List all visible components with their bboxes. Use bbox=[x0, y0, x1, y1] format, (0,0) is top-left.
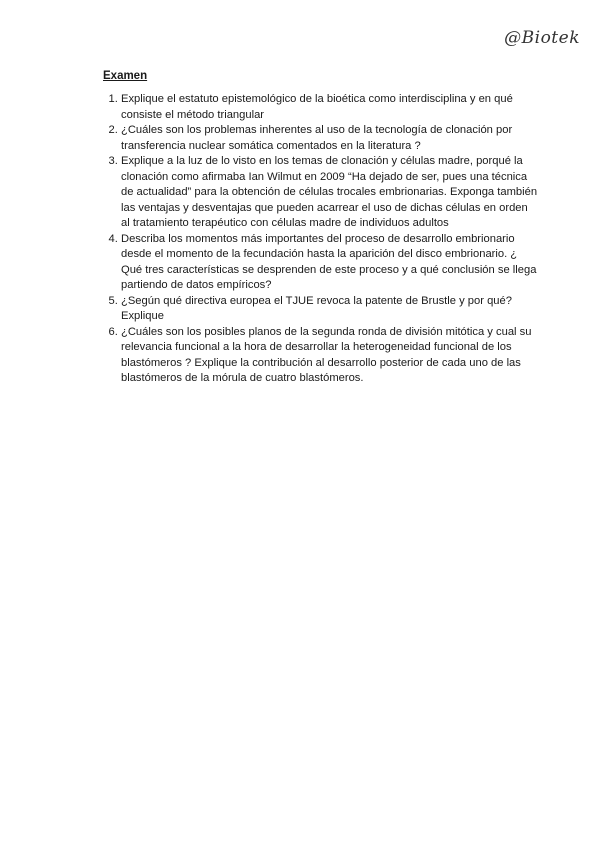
question-item: 1. Explique el estatuto epistemológico de la bioética como interdisciplina y en qué consiste el método triangular bbox=[121, 92, 539, 123]
question-item: 3. Explique a la luz de lo visto en los temas de clonación y células madre, porqué la clonación como afirmaba Ian Wilmut en 2009 “Ha dejado de ser, pues una técnica de actualidad” para la obtención de células trocales embrionarias. Exponga también las ventajas y desventajas que pueden acarrear el uso de dichas células en orden al tratamiento terapéutico con células madre de individuos adultos bbox=[121, 154, 539, 232]
page-title: Examen bbox=[103, 70, 148, 82]
question-item: 4. Describa los momentos más importantes del proceso de desarrollo embrionario desde el momento de la fecundación hasta la aparición del disco embrionario. ¿ Qué tres características se desprenden de este proceso y a qué conclusión se llega partiendo de datos empíricos? bbox=[121, 232, 539, 294]
question-item: 6. ¿Cuáles son los posibles planos de la segunda ronda de división mitótica y cual su relevancia funcional a la hora de desarrollar la heterogeneidad funcional de los blastómeros ? Explique la contribución al desarrollo posterior de cada uno de las blastómeros de la mórula de cuatro blastómeros. bbox=[121, 325, 539, 387]
watermark-signature: @Biotek bbox=[504, 28, 580, 48]
question-list bbox=[100, 92, 539, 387]
question-item: 5. ¿Según qué directiva europea el TJUE revoca la patente de Brustle y por qué? Explique bbox=[121, 294, 539, 325]
question-item: 2. ¿Cuáles son los problemas inherentes al uso de la tecnología de clonación por transferencia nuclear somática comentados en la literatura ? bbox=[121, 123, 539, 154]
